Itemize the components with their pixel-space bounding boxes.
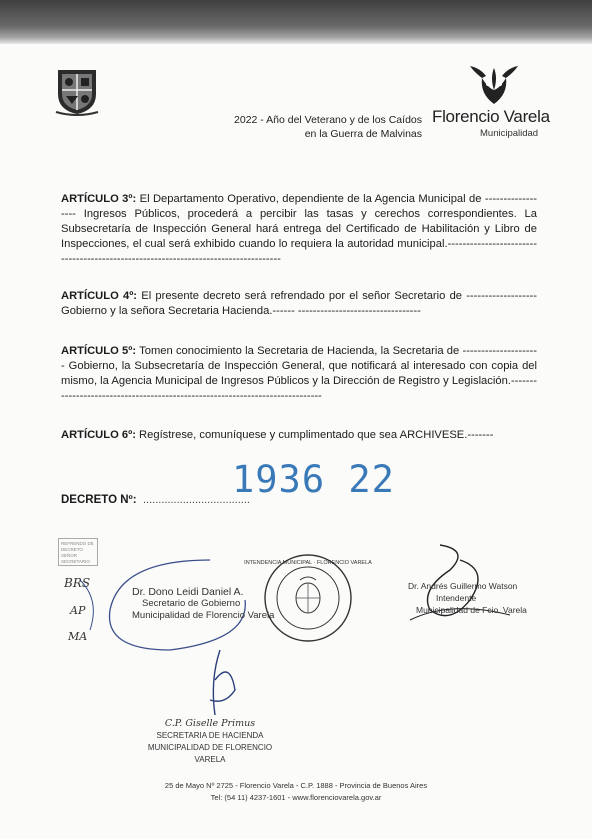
- signature-bottom-name: C.P. Giselle Primus: [164, 718, 256, 729]
- article-6: [61, 428, 537, 443]
- article-3-text: El Departamento Operativo, dependiente de la Agencia Municipal de ------------------ Ingresos Públicos, procederá a percibir las tasas y cerechos correspondientes. La Subsecretaría de Inspección General hará entrega del Certificado de Habilitación y Libro de Inspecciones, el cual será exhibido cuando lo requiera la autoridad municipal.-----------------------------------------------------------------------------------: [61, 193, 538, 265]
- scan-edge-shadow: [0, 0, 592, 44]
- signature-bottom-org: MUNICIPALIDAD DE FLORENCIO VARELA: [147, 743, 273, 764]
- signature-right-block: [408, 580, 527, 616]
- footer-address: 25 de Mayo Nº 2725 - Florencio Varela - C.P. 1888 - Provincia de Buenos Aires: [164, 781, 428, 790]
- article-6-text: Regístrese, comuníquese y cumplimentado que sea ARCHIVESE.-------: [139, 429, 494, 441]
- brand-subtitle: Municipalidad: [480, 128, 539, 139]
- bottom-signature-stroke: [190, 650, 250, 720]
- motto-line-1: 2022 - Año del Veterano y de los Caídos: [234, 114, 422, 126]
- article-3: [61, 192, 537, 267]
- initials-3: MA: [68, 630, 88, 643]
- motto-line-2: en la Guerra de Malvinas: [304, 128, 422, 140]
- seal-ring-text: INTENDENCIA MUNICIPAL · FLORENCIO VARELA: [244, 560, 372, 566]
- signature-right-title: Intendente: [436, 593, 477, 603]
- initials-2: AP: [70, 604, 86, 617]
- brand-name: Florencio Varela: [432, 107, 550, 126]
- official-seal-icon: [244, 552, 372, 644]
- signature-bottom-title: SECRETARIA DE HACIENDA: [156, 731, 264, 740]
- article-5-text: Tomen conocimiento la Secretaria de Hacienda, la Secretaria de --------------------- Gobierno, la Subsecretaría de Inspección General, que notificará al interesado con copia del mismo, la Agencia Municipal de Ingresos Públicos y la Dirección de Registro y Legislación.-----------------------------------------------------------------------------: [61, 345, 538, 402]
- florencio-varela-flower-icon: [466, 64, 522, 108]
- decree-number-stamp: 1936 22: [232, 458, 395, 501]
- article-4: [61, 289, 537, 319]
- article-3-label: ARTÍCULO 3º:: [61, 193, 137, 205]
- header-motto: [200, 113, 422, 141]
- decree-label: DECRETO Nº:: [61, 494, 137, 506]
- signature-bottom-block: [140, 718, 280, 766]
- article-5-label: ARTÍCULO 5º:: [61, 345, 137, 357]
- signature-left-title: Secretario de Gobierno: [142, 598, 241, 609]
- municipal-crest-icon: [52, 66, 102, 116]
- refrendo-stamp: REFRENDO DE DECRETO SEÑOR SECRETARIO: [58, 538, 98, 566]
- footer-contact: Tel: (54 11) 4237-1601 - www.florenciovarela.gov.ar: [210, 793, 382, 802]
- signature-left-block: [132, 586, 274, 622]
- initials-1: BRS: [64, 576, 91, 590]
- article-5: [61, 344, 537, 404]
- decree-dots: ...................................: [143, 494, 250, 506]
- signature-right-name: Dr. Andrés Guillermo Watson: [408, 581, 518, 591]
- signature-left-name: Dr. Dono Leidi Daniel A.: [132, 586, 244, 598]
- article-4-label: ARTÍCULO 4º:: [61, 290, 138, 302]
- article-6-label: ARTÍCULO 6º:: [61, 429, 136, 441]
- signature-left-org: Municipalidad de Florencio Varela: [132, 610, 275, 621]
- signature-right-org: Municipalidad de Fcio. Varela: [416, 605, 527, 615]
- article-4-text: El presente decreto será refrendado por el señor Secretario de -------------------Gobierno y la señora Secretaria Hacienda.------ ---------------------------------: [61, 290, 537, 317]
